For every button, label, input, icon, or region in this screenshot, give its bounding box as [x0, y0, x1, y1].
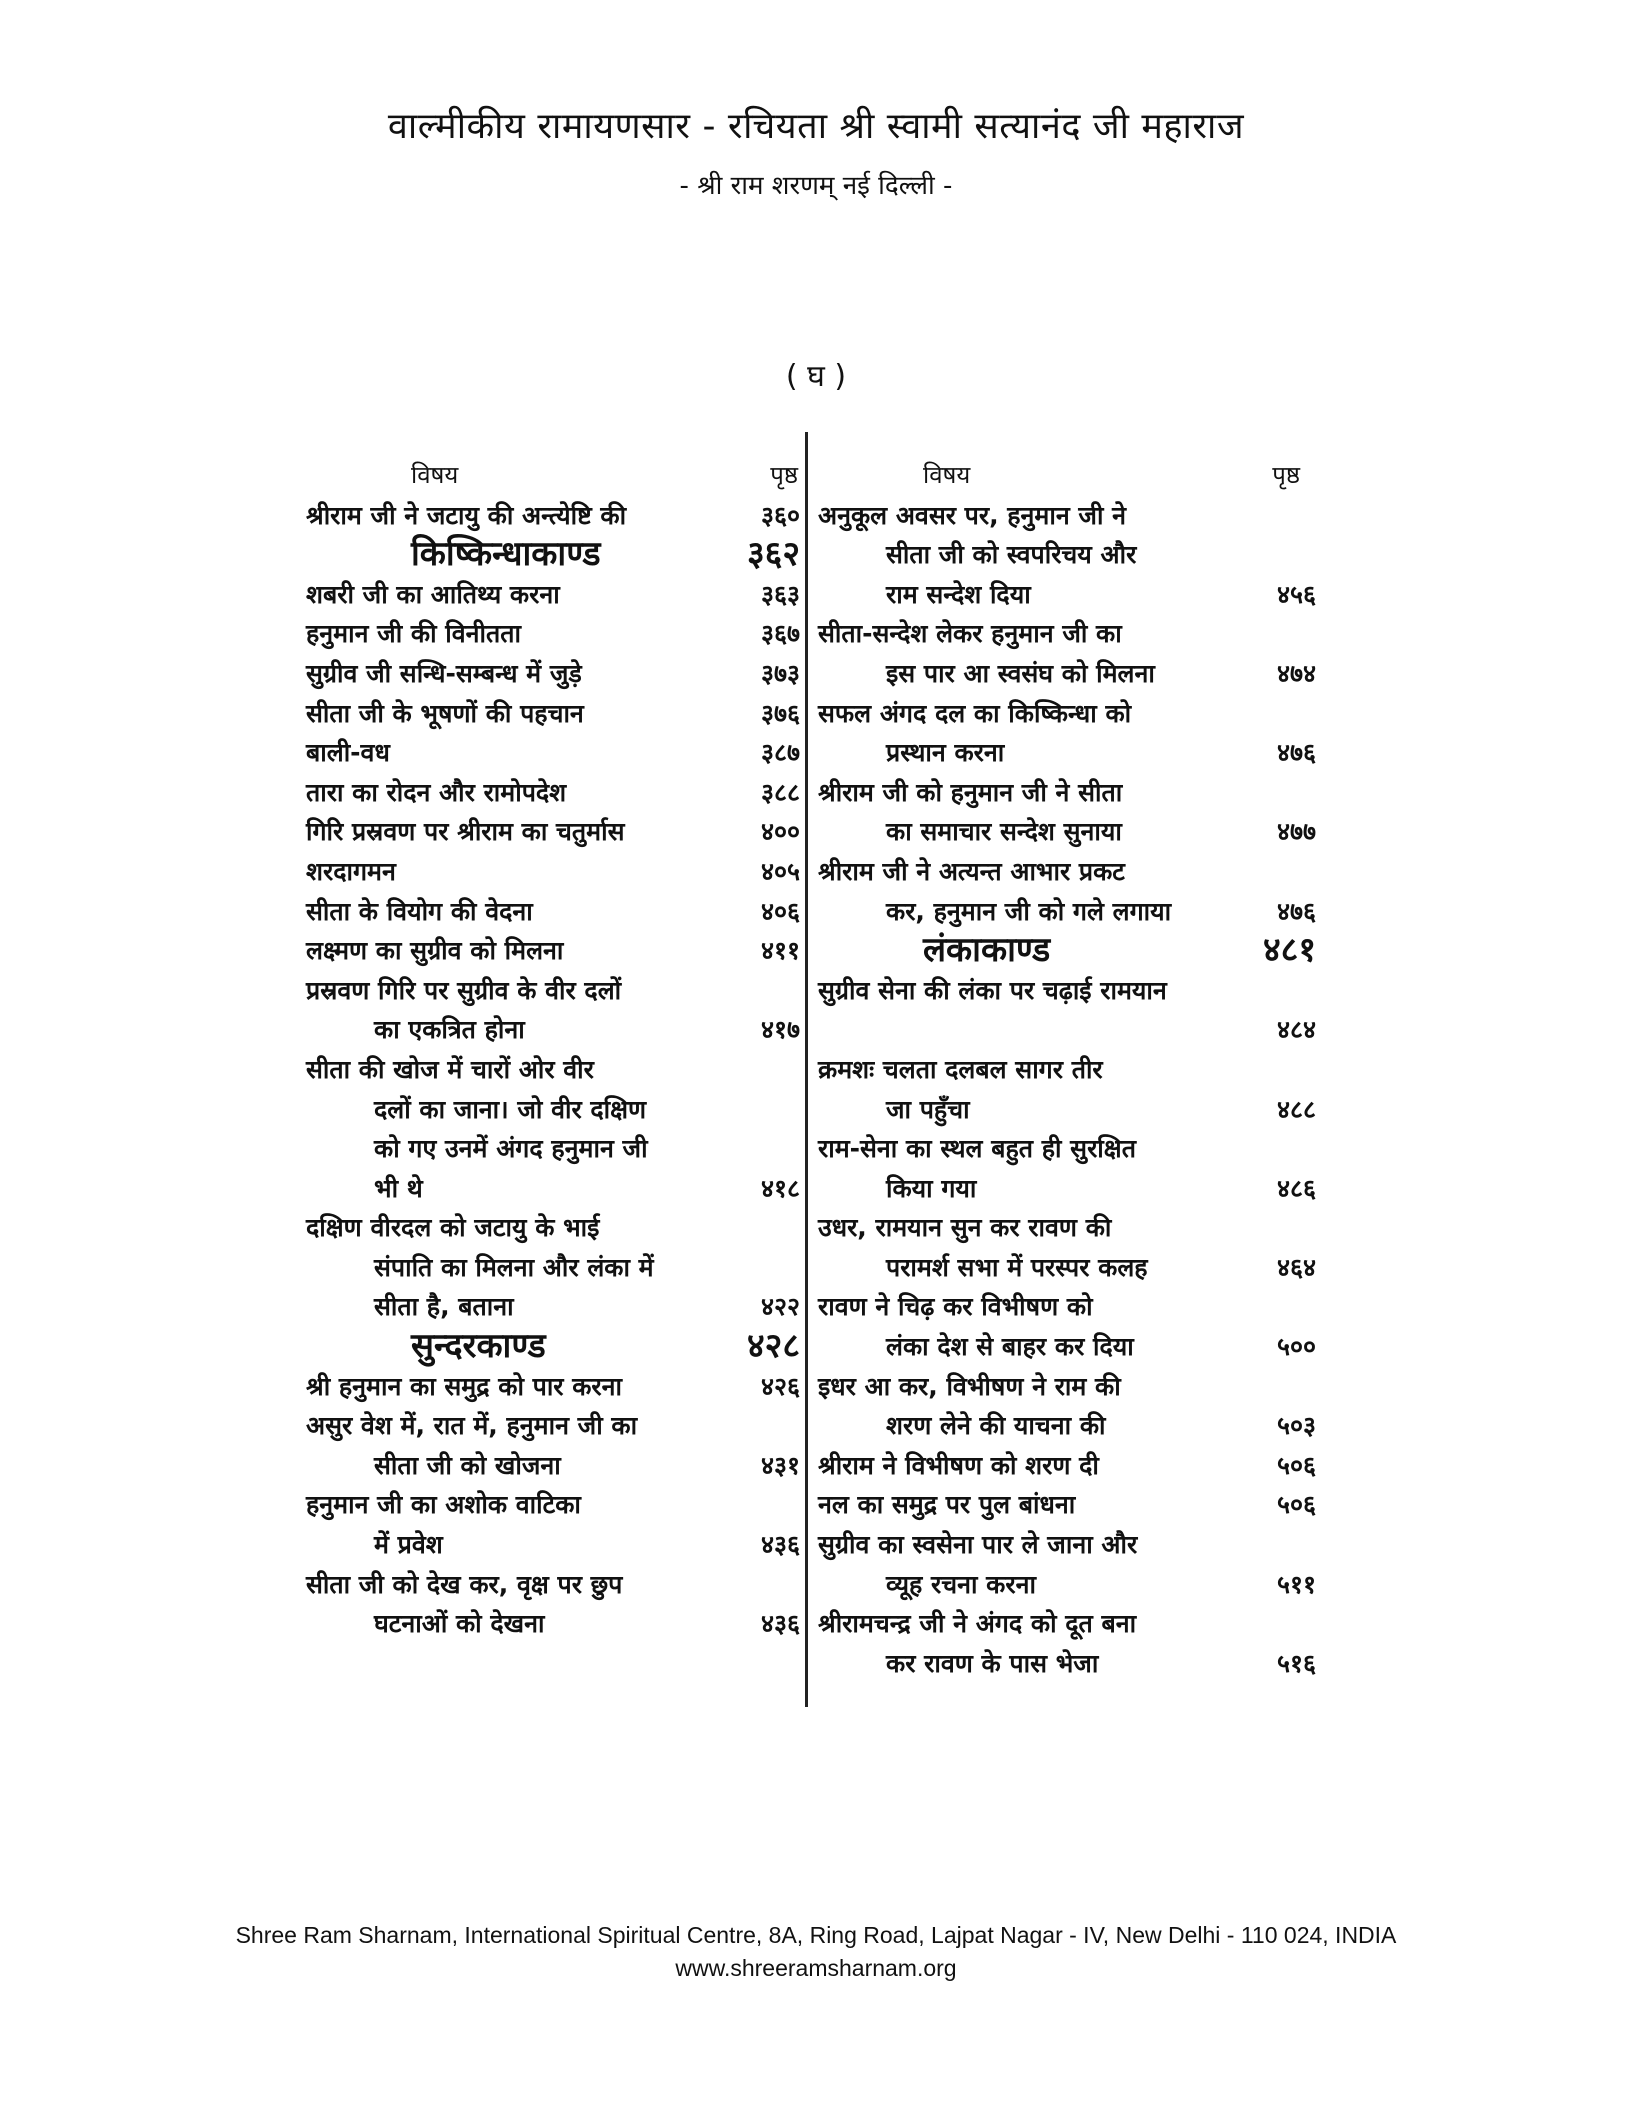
toc-entry-continuation — [306, 1169, 800, 1209]
toc-entry — [306, 1406, 800, 1446]
right-topic-header: विषय — [923, 461, 971, 489]
toc-entry-page: ४७६ — [1276, 738, 1316, 768]
toc-entry-page: ३७३ — [760, 658, 800, 688]
left-column-header — [306, 456, 800, 496]
toc-entry-title: परामर्श सभा में परस्पर कलह — [886, 1252, 1148, 1282]
toc-entry-page: ४३६ — [760, 1609, 800, 1639]
toc-entry-continuation — [818, 1248, 1316, 1288]
toc-entry — [306, 496, 800, 536]
toc-entry-page: ४७६ — [1276, 896, 1316, 926]
toc-entry — [306, 812, 800, 852]
footer-website-link[interactable]: www.shreeramsharnam.org — [675, 1955, 957, 1981]
toc-entry-page: ५०६ — [1276, 1450, 1316, 1480]
toc-entry-page: ३६७ — [760, 619, 800, 649]
toc-entry-title: रावण ने चिढ़ कर विभीषण को — [818, 1292, 1093, 1322]
toc-entry-title: प्रस्रवण गिरि पर सुग्रीव के वीर दलों — [306, 975, 622, 1005]
toc-entry-continuation — [818, 733, 1316, 773]
toc-entry-continuation — [818, 535, 1316, 575]
toc-entry — [306, 1050, 800, 1090]
toc-entry — [818, 1525, 1316, 1565]
toc-entry — [818, 1367, 1316, 1407]
left-page-header: पृष्ठ — [770, 461, 798, 489]
toc-entry-title: सीता जी को स्वपरिचय और — [886, 540, 1137, 570]
toc-entry-page: ३६० — [760, 500, 800, 530]
kanda-page: ३६२ — [746, 534, 800, 575]
toc-entry — [306, 694, 800, 734]
toc-entry — [818, 1208, 1316, 1248]
toc-entry — [306, 614, 800, 654]
toc-entry-page: ३८७ — [760, 738, 800, 768]
toc-entry-continuation — [306, 1248, 800, 1288]
toc-entry-page: ४७७ — [1276, 817, 1316, 847]
column-divider — [805, 432, 808, 1707]
toc-entry-continuation — [306, 1129, 800, 1169]
toc-entry — [306, 852, 800, 892]
toc-entry-title: शरण लेने की याचना की — [886, 1411, 1106, 1441]
toc-entry-title: राम सन्देश दिया — [886, 579, 1031, 609]
toc-entry-title: हनुमान जी का अशोक वाटिका — [306, 1490, 581, 1520]
toc-entry — [306, 1367, 800, 1407]
toc-entry — [818, 1287, 1316, 1327]
toc-entry-title: का समाचार सन्देश सुनाया — [886, 817, 1122, 847]
toc-entry — [818, 1485, 1316, 1525]
left-topic-header: विषय — [411, 461, 459, 489]
toc-entry-continuation — [818, 1169, 1316, 1209]
toc-entry-continuation — [818, 1010, 1316, 1050]
toc-entry-page: ५०० — [1276, 1332, 1316, 1362]
toc-entry — [306, 733, 800, 773]
toc-entry-title: सीता-सन्देश लेकर हनुमान जी का — [818, 619, 1122, 649]
toc-entry — [818, 1050, 1316, 1090]
toc-entry-continuation — [306, 1525, 800, 1565]
toc-entry-title: लक्ष्मण का सुग्रीव को मिलना — [306, 936, 564, 966]
toc-entry-page: ४०० — [760, 817, 800, 847]
toc-entry-title: सीता जी को देख कर, वृक्ष पर छुप — [306, 1569, 623, 1599]
left-column — [306, 456, 800, 1644]
toc-entry — [306, 654, 800, 694]
toc-entry-title: तारा का रोदन और रामोपदेश — [306, 777, 567, 807]
toc-entry — [818, 1129, 1316, 1169]
toc-entry-continuation — [306, 1604, 800, 1644]
toc-entry-title: गिरि प्रस्रवण पर श्रीराम का चतुर्मास — [306, 817, 625, 847]
kanda-heading-kishkindha — [306, 535, 800, 575]
toc-entry-continuation — [306, 1010, 800, 1050]
toc-entry — [818, 852, 1316, 892]
toc-entry — [306, 1208, 800, 1248]
toc-entry-page: ४८६ — [1276, 1173, 1316, 1203]
toc-entry-page: ४२२ — [760, 1292, 800, 1322]
kanda-heading-sundar — [306, 1327, 800, 1367]
toc-entry-continuation — [306, 1446, 800, 1486]
toc-entry-title: सुग्रीव जी सन्धि-सम्बन्ध में जुड़े — [306, 658, 582, 688]
right-column — [818, 456, 1316, 1683]
toc-entry-title: बाली-वध — [306, 738, 390, 768]
toc-entry-page: ४०५ — [760, 856, 800, 886]
toc-entry-page: ४०६ — [760, 896, 800, 926]
toc-entry-title: को गए उनमें अंगद हनुमान जी — [374, 1134, 648, 1164]
toc-entry-continuation — [306, 1090, 800, 1130]
toc-entry-continuation — [818, 654, 1316, 694]
toc-entry-page: ४१८ — [760, 1173, 800, 1203]
toc-entry — [306, 575, 800, 615]
right-page-header: पृष्ठ — [1272, 461, 1300, 489]
toc-entry — [306, 1565, 800, 1605]
toc-entry-title: दक्षिण वीरदल को जटायु के भाई — [306, 1213, 600, 1243]
toc-entry — [306, 1485, 800, 1525]
toc-entry-continuation — [306, 1287, 800, 1327]
toc-entry-continuation — [818, 892, 1316, 932]
toc-entry-continuation — [818, 1406, 1316, 1446]
toc-entry-title: राम-सेना का स्थल बहुत ही सुरक्षित — [818, 1134, 1136, 1164]
kanda-title: किष्किन्धाकाण्ड — [411, 534, 601, 575]
toc-entry-title: किया गया — [886, 1173, 977, 1203]
toc-entry — [818, 496, 1316, 536]
toc-entry-title: नल का समुद्र पर पुल बांधना — [818, 1490, 1076, 1520]
toc-entry-title: भी थे — [374, 1173, 423, 1203]
toc-entry-page: ४८४ — [1276, 1015, 1316, 1045]
toc-entry-continuation — [818, 1090, 1316, 1130]
toc-entry-page: ३८८ — [760, 777, 800, 807]
toc-entry-title: सीता है, बताना — [374, 1292, 514, 1322]
toc-entry-page: ४५६ — [1276, 579, 1316, 609]
toc-entry-page: ४७४ — [1276, 658, 1316, 688]
toc-entry-title: शरदागमन — [306, 856, 396, 886]
toc-entry-title: श्रीराम जी ने अत्यन्त आभार प्रकट — [818, 856, 1125, 886]
toc-entry-title: सफल अंगद दल का किष्किन्धा को — [818, 698, 1132, 728]
toc-entry-title: सीता जी के भूषणों की पहचान — [306, 698, 584, 728]
toc-entry-page: ४३६ — [760, 1530, 800, 1560]
toc-entry-page: ३७६ — [760, 698, 800, 728]
toc-entry-page: ५११ — [1276, 1569, 1316, 1599]
toc-entry — [306, 892, 800, 932]
document-header-subtitle: - श्री राम शरणम् नई दिल्ली - — [679, 171, 953, 201]
kanda-title: लंकाकाण्ड — [923, 930, 1051, 971]
toc-entry-title: हनुमान जी की विनीतता — [306, 619, 521, 649]
toc-entry-continuation — [818, 1565, 1316, 1605]
toc-entry-page: ४११ — [760, 936, 800, 966]
toc-entry-title: क्रमशः चलता दलबल सागर तीर — [818, 1054, 1103, 1084]
toc-entry-page: ४१७ — [760, 1015, 800, 1045]
kanda-heading-lanka — [818, 931, 1316, 971]
toc-entry-title: इस पार आ स्वसंघ को मिलना — [886, 658, 1155, 688]
toc-entry-title: श्रीराम जी को हनुमान जी ने सीता — [818, 777, 1123, 807]
toc-entry-title: अनुकूल अवसर पर, हनुमान जी ने — [818, 500, 1127, 530]
toc-entry-page: ३६३ — [760, 579, 800, 609]
kanda-page: ४८१ — [1262, 930, 1316, 971]
toc-entry-continuation — [818, 812, 1316, 852]
document-header-title: वाल्मीकीय रामायणसार - रचियता श्री स्वामी सत्यानंद जी महाराज — [387, 106, 1245, 147]
toc-entry-page: ५१६ — [1276, 1648, 1316, 1678]
kanda-page: ४२८ — [746, 1326, 800, 1367]
toc-entry-continuation — [818, 1644, 1316, 1684]
toc-entry — [818, 1446, 1316, 1486]
toc-entry-page: ४८८ — [1276, 1094, 1316, 1124]
toc-entry-title: सुग्रीव सेना की लंका पर चढ़ाई रामयान — [818, 975, 1167, 1005]
toc-entry-continuation — [818, 575, 1316, 615]
toc-entry — [818, 971, 1316, 1011]
toc-entry-title: श्रीरामचन्द्र जी ने अंगद को दूत बना — [818, 1609, 1137, 1639]
footer-address: Shree Ram Sharnam, International Spiritual Centre, 8A, Ring Road, Lajpat Nagar - IV, New Delhi - 110 024, INDIA — [235, 1922, 1397, 1948]
toc-entry-title: इधर आ कर, विभीषण ने राम की — [818, 1371, 1121, 1401]
toc-entry-title: उधर, रामयान सुन कर रावण की — [818, 1213, 1112, 1243]
toc-entry — [306, 931, 800, 971]
kanda-title: सुन्दरकाण्ड — [411, 1326, 546, 1367]
toc-entry-title: असुर वेश में, रात में, हनुमान जी का — [306, 1411, 638, 1441]
toc-entry-title: प्रस्थान करना — [886, 738, 1005, 768]
toc-entry-title: श्रीराम ने विभीषण को शरण दी — [818, 1450, 1099, 1480]
toc-entry-title: श्रीराम जी ने जटायु की अन्त्येष्टि की — [306, 500, 627, 530]
toc-entry-title: लंका देश से बाहर कर दिया — [886, 1332, 1134, 1362]
toc-entry — [306, 971, 800, 1011]
toc-entry-title: संपाति का मिलना और लंका में — [374, 1252, 654, 1282]
toc-entry-title: जा पहुँचा — [886, 1094, 970, 1124]
toc-entry — [306, 773, 800, 813]
toc-entry-title: शबरी जी का आतिथ्य करना — [306, 579, 560, 609]
toc-entry-page: ५०६ — [1276, 1490, 1316, 1520]
toc-entry-page: ४६४ — [1276, 1252, 1316, 1282]
toc-entry-title: दलों का जाना। जो वीर दक्षिण — [374, 1094, 647, 1124]
toc-entry-title: सीता जी को खोजना — [374, 1450, 561, 1480]
toc-entry-title: श्री हनुमान का समुद्र को पार करना — [306, 1371, 622, 1401]
toc-entry — [818, 1604, 1316, 1644]
toc-entry-continuation — [818, 1327, 1316, 1367]
right-column-header — [818, 456, 1316, 496]
toc-entry-title: सीता के वियोग की वेदना — [306, 896, 533, 926]
toc-entry-title: व्यूह रचना करना — [886, 1569, 1036, 1599]
page-number-mark: ( घ ) — [785, 359, 847, 394]
toc-entry-title: कर, हनुमान जी को गले लगाया — [886, 896, 1172, 926]
toc-entry — [818, 773, 1316, 813]
toc-entry-title: में प्रवेश — [374, 1530, 443, 1560]
toc-entry-page: ५०३ — [1276, 1411, 1316, 1441]
toc-entry-title: का एकत्रित होना — [374, 1015, 525, 1045]
toc-entry-title: कर रावण के पास भेजा — [886, 1648, 1099, 1678]
toc-entry-title: घटनाओं को देखना — [374, 1609, 545, 1639]
toc-entry-title: सुग्रीव का स्वसेना पार ले जाना और — [818, 1530, 1138, 1560]
toc-entry-page: ४३१ — [760, 1450, 800, 1480]
toc-entry-page: ४२६ — [760, 1371, 800, 1401]
toc-entry — [818, 614, 1316, 654]
toc-entry — [818, 694, 1316, 734]
toc-entry-title: सीता की खोज में चारों ओर वीर — [306, 1054, 594, 1084]
